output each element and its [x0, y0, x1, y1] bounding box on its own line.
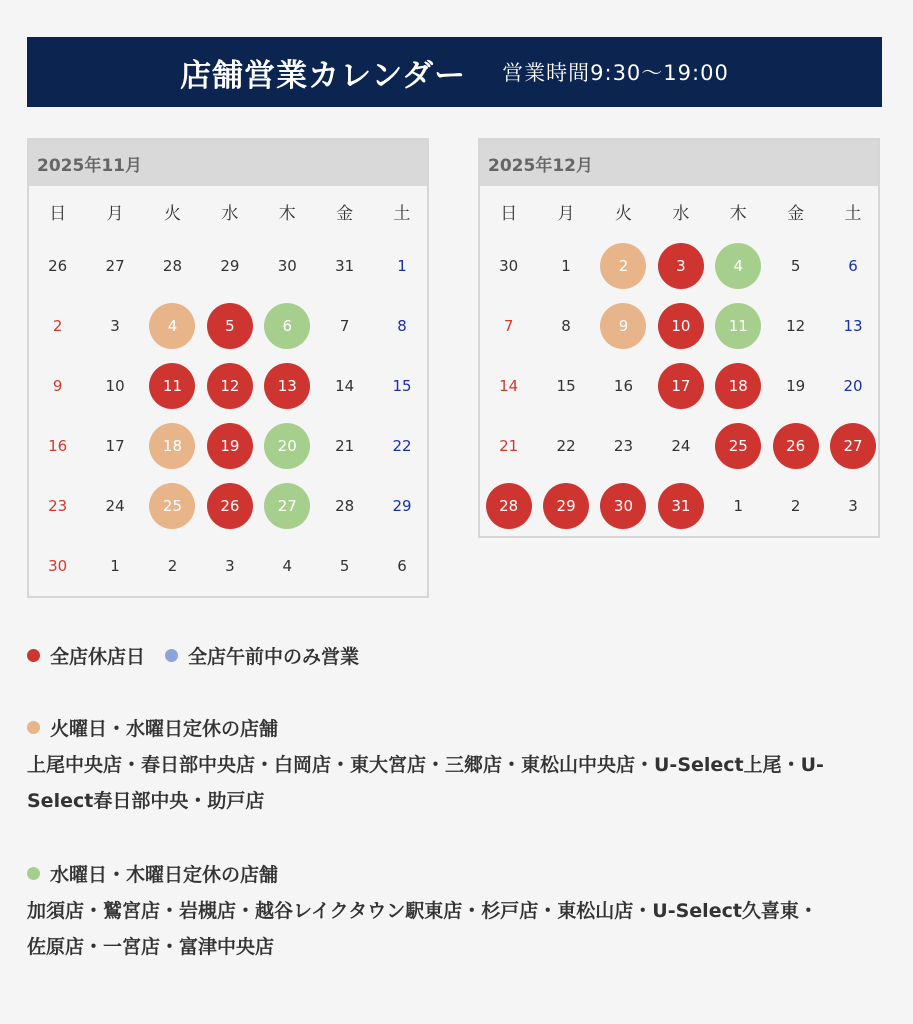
red-dot-icon	[27, 649, 40, 662]
day-number: 2	[167, 557, 178, 575]
day-cell	[710, 416, 767, 476]
day-cell	[86, 476, 143, 536]
day-number: 1	[110, 557, 120, 575]
day-number: 19	[207, 423, 253, 469]
tue-wed-store-list: 上尾中央店・春日部中央店・白岡店・東大宮店・三郷店・東松山中央店・U-Select上尾・U-Select春日部中央・助戸店	[27, 754, 824, 812]
day-cell	[316, 536, 373, 596]
day-number: 25	[715, 423, 761, 469]
day-number: 11	[149, 363, 195, 409]
day-cell	[767, 356, 824, 416]
weekday-header: 月	[557, 203, 575, 224]
day-cell	[767, 416, 824, 476]
weekday-header: 水	[221, 203, 239, 224]
legend-morning-only: 全店午前中のみ営業	[188, 646, 360, 668]
day-number: 4	[149, 303, 195, 349]
day-number: 19	[786, 377, 806, 395]
day-number: 22	[556, 437, 576, 455]
day-cell	[259, 236, 316, 296]
legend-holidays	[27, 642, 827, 669]
day-cell	[259, 416, 316, 476]
day-number: 27	[830, 423, 876, 469]
day-cell	[824, 476, 881, 536]
day-cell	[652, 476, 709, 536]
day-number: 4	[282, 557, 293, 575]
day-number: 5	[790, 257, 801, 275]
day-cell	[710, 476, 767, 536]
day-cell	[595, 356, 652, 416]
day-number: 29	[392, 497, 412, 515]
day-cell	[86, 356, 143, 416]
day-cell	[259, 356, 316, 416]
day-cell	[316, 356, 373, 416]
day-cell	[767, 476, 824, 536]
legend-tue-wed	[27, 714, 827, 819]
day-number: 2	[790, 497, 801, 515]
day-number: 26	[48, 257, 68, 275]
orange-dot-icon	[27, 721, 40, 734]
day-cell	[480, 296, 537, 356]
day-number: 6	[848, 257, 858, 275]
day-cell	[710, 296, 767, 356]
day-number: 6	[264, 303, 310, 349]
day-number: 28	[335, 497, 355, 515]
weekday-header: 月	[106, 203, 124, 224]
day-number: 10	[105, 377, 125, 395]
day-cell	[537, 476, 594, 536]
day-cell	[144, 236, 201, 296]
day-number: 25	[149, 483, 195, 529]
day-cell	[29, 476, 86, 536]
day-number: 1	[733, 497, 744, 515]
day-cell	[767, 296, 824, 356]
day-cell	[595, 476, 652, 536]
day-number: 27	[105, 257, 125, 275]
day-number: 6	[397, 557, 407, 575]
weekday-header: 木	[729, 203, 747, 224]
day-number: 20	[843, 377, 863, 395]
day-cell	[537, 416, 594, 476]
day-number: 31	[658, 483, 704, 529]
day-cell	[201, 416, 258, 476]
day-number: 3	[110, 317, 120, 335]
day-cell	[373, 536, 430, 596]
day-cell	[201, 296, 258, 356]
day-number: 7	[339, 317, 350, 335]
day-number: 17	[658, 363, 704, 409]
day-cell	[480, 416, 537, 476]
day-number: 29	[220, 257, 240, 275]
day-number: 1	[397, 257, 407, 275]
day-number: 18	[715, 363, 761, 409]
day-cell	[86, 536, 143, 596]
day-cell	[29, 236, 86, 296]
day-number: 24	[105, 497, 125, 515]
day-cell	[144, 356, 201, 416]
day-cell	[480, 476, 537, 536]
day-cell	[595, 296, 652, 356]
day-cell	[29, 416, 86, 476]
day-number: 9	[52, 377, 63, 395]
day-number: 15	[392, 377, 412, 395]
day-cell	[824, 236, 881, 296]
month-label: 2025年12月	[480, 140, 878, 186]
legend-wed-thu-title: 水曜日・木曜日定休の店舗	[50, 864, 279, 886]
day-cell	[144, 416, 201, 476]
day-cell	[480, 236, 537, 296]
legend-closed-all: 全店休店日	[50, 646, 146, 668]
day-number: 3	[225, 557, 235, 575]
day-number: 13	[843, 317, 863, 335]
day-number: 21	[335, 437, 355, 455]
calendar-header	[27, 37, 882, 107]
day-cell	[201, 236, 258, 296]
day-number: 21	[499, 437, 519, 455]
day-cell	[29, 296, 86, 356]
weekday-header: 金	[336, 203, 354, 224]
day-cell	[144, 536, 201, 596]
day-cell	[480, 356, 537, 416]
day-cell	[316, 236, 373, 296]
day-number: 23	[613, 437, 634, 455]
day-cell	[710, 356, 767, 416]
day-cell	[29, 356, 86, 416]
day-number: 3	[848, 497, 858, 515]
weekday-header: 金	[787, 203, 805, 224]
day-cell	[373, 416, 430, 476]
day-number: 12	[786, 317, 806, 335]
day-cell	[373, 296, 430, 356]
day-cell	[595, 236, 652, 296]
day-number: 11	[715, 303, 761, 349]
day-cell	[373, 476, 430, 536]
day-number: 12	[207, 363, 253, 409]
day-number: 23	[48, 497, 68, 515]
day-number: 20	[264, 423, 310, 469]
day-number: 10	[658, 303, 704, 349]
day-cell	[259, 476, 316, 536]
day-cell	[537, 296, 594, 356]
day-number: 31	[335, 257, 355, 275]
day-number: 30	[48, 557, 68, 575]
weekday-header: 水	[672, 203, 690, 224]
day-cell	[824, 356, 881, 416]
day-cell	[86, 296, 143, 356]
blue-dot-icon	[165, 649, 178, 662]
legend-tue-wed-title: 火曜日・水曜日定休の店舗	[50, 718, 279, 740]
wed-thu-store-list: 加須店・鷲宮店・岩槻店・越谷レイクタウン駅東店・杉戸店・東松山店・U-Select久喜東・佐原店・一宮店・富津中央店	[27, 900, 818, 958]
day-number: 29	[543, 483, 589, 529]
day-cell	[652, 416, 709, 476]
day-number: 2	[600, 243, 646, 289]
day-cell	[595, 416, 652, 476]
weekday-header: 木	[278, 203, 296, 224]
day-cell	[259, 296, 316, 356]
day-number: 28	[162, 257, 183, 275]
calendar-november	[27, 138, 429, 598]
day-cell	[652, 356, 709, 416]
day-number: 24	[671, 437, 691, 455]
day-number: 5	[339, 557, 350, 575]
day-number: 28	[486, 483, 532, 529]
day-number: 18	[149, 423, 195, 469]
day-cell	[29, 536, 86, 596]
weekday-header: 日	[49, 203, 67, 224]
day-number: 14	[499, 377, 519, 395]
day-number: 17	[105, 437, 125, 455]
day-number: 16	[48, 437, 68, 455]
day-number: 4	[715, 243, 761, 289]
day-cell	[652, 296, 709, 356]
day-number: 9	[600, 303, 646, 349]
day-cell	[144, 476, 201, 536]
day-cell	[710, 236, 767, 296]
day-number: 1	[561, 257, 571, 275]
day-number: 26	[207, 483, 253, 529]
day-number: 7	[503, 317, 514, 335]
day-cell	[652, 236, 709, 296]
day-number: 5	[207, 303, 253, 349]
weekday-header: 土	[393, 203, 411, 224]
green-dot-icon	[27, 867, 40, 880]
day-number: 30	[499, 257, 519, 275]
day-number: 8	[561, 317, 571, 335]
day-cell	[373, 356, 430, 416]
day-cell	[201, 476, 258, 536]
day-cell	[767, 236, 824, 296]
day-cell	[86, 236, 143, 296]
page-title: 店舗営業カレンダー	[180, 57, 467, 94]
day-number: 13	[264, 363, 310, 409]
calendar-grid	[29, 186, 427, 596]
day-cell	[201, 536, 258, 596]
day-number: 30	[600, 483, 646, 529]
day-cell	[144, 296, 201, 356]
day-cell	[316, 416, 373, 476]
day-number: 3	[658, 243, 704, 289]
day-number: 30	[277, 257, 297, 275]
day-number: 14	[335, 377, 355, 395]
day-cell	[537, 356, 594, 416]
weekday-header: 火	[614, 203, 632, 224]
day-cell	[201, 356, 258, 416]
calendar-grid	[480, 186, 878, 536]
day-number: 2	[52, 317, 63, 335]
day-number: 27	[264, 483, 310, 529]
day-number: 15	[556, 377, 576, 395]
day-cell	[824, 416, 881, 476]
day-cell	[537, 236, 594, 296]
weekday-header: 土	[844, 203, 862, 224]
month-label: 2025年11月	[29, 140, 427, 186]
business-hours: 営業時間9:30〜19:00	[502, 61, 729, 85]
day-number: 22	[392, 437, 412, 455]
legend-wed-thu	[27, 860, 827, 965]
weekday-header: 日	[500, 203, 518, 224]
calendar-december	[478, 138, 880, 538]
day-cell	[316, 296, 373, 356]
day-cell	[373, 236, 430, 296]
day-cell	[259, 536, 316, 596]
weekday-header: 火	[163, 203, 181, 224]
day-number: 8	[397, 317, 407, 335]
day-cell	[316, 476, 373, 536]
day-number: 26	[773, 423, 819, 469]
day-cell	[824, 296, 881, 356]
day-cell	[86, 416, 143, 476]
day-number: 16	[613, 377, 634, 395]
